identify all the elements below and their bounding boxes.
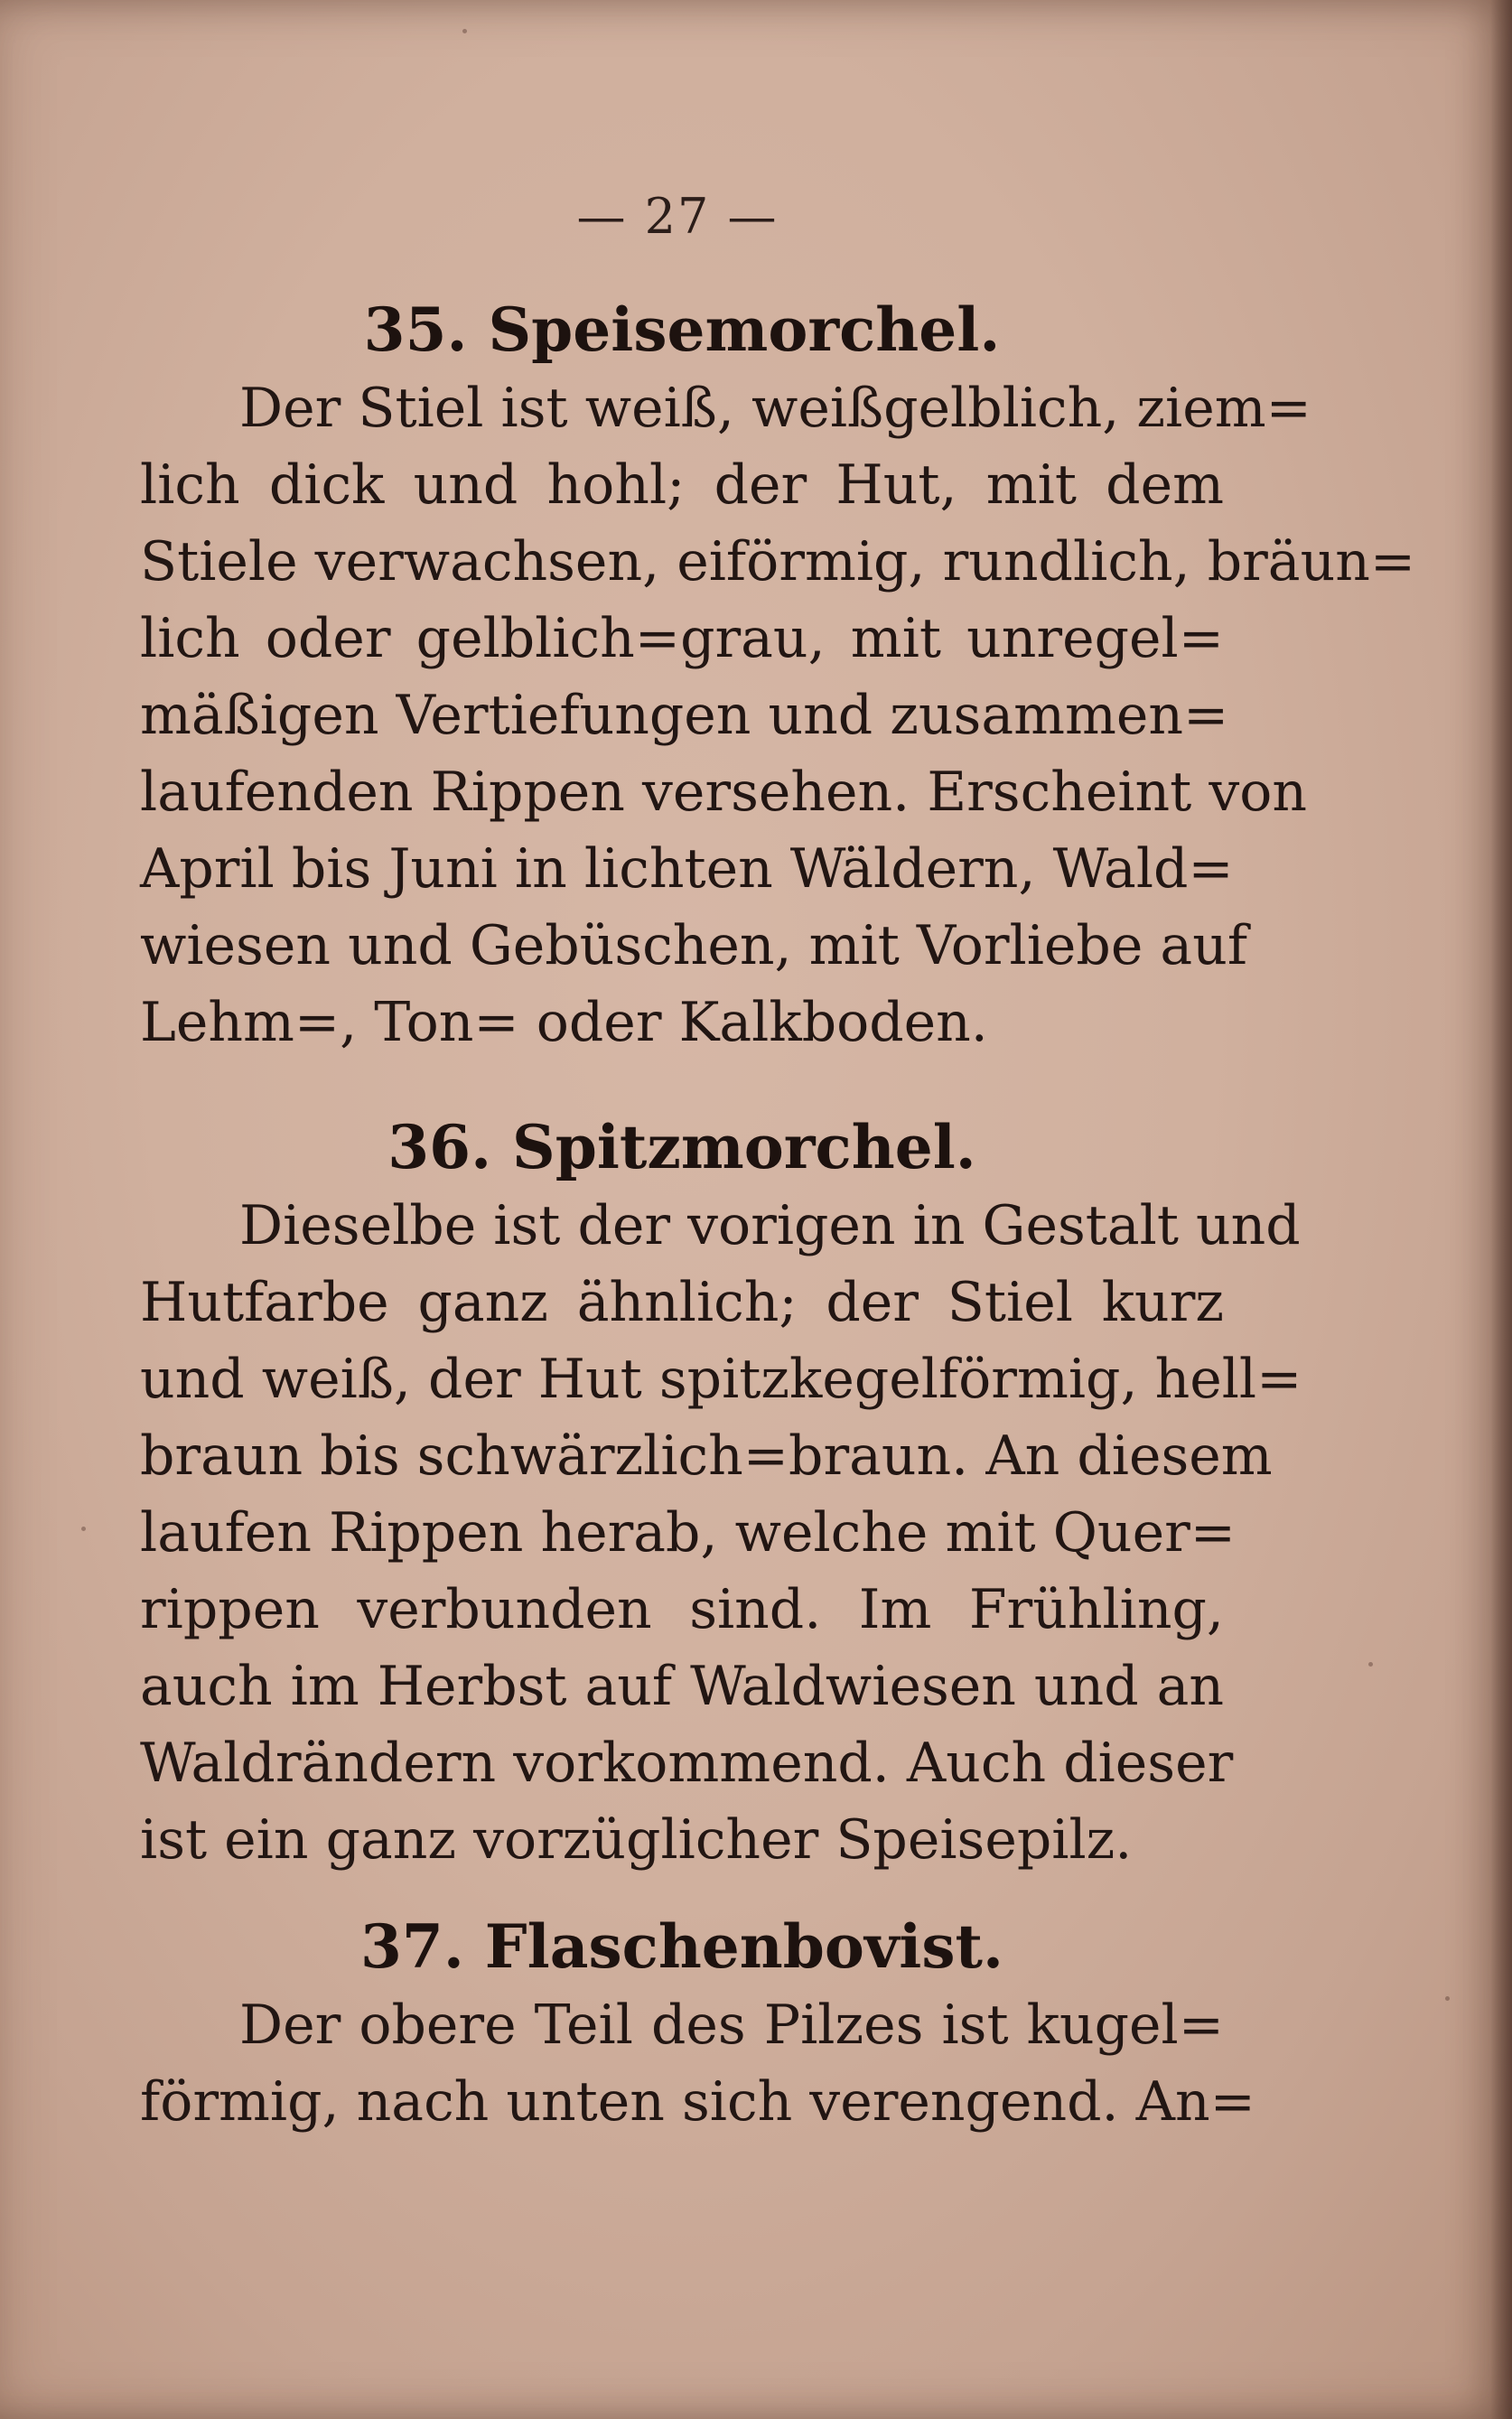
page-edge-shadow [1490,0,1512,2419]
text-line: mäßigen Vertiefungen und zusammen= [140,684,1229,747]
section-flaschenbovist [140,1906,1255,2141]
text-line: ist ein ganz vorzüglicher Speisepilz. [140,1808,1133,1872]
text-line: Stiele verwachsen, eiförmig, rundlich, bräun= [140,530,1416,593]
text-line: auch im Herbst auf Waldwiesen und an [140,1655,1224,1718]
page-number: — 27 — [576,188,779,245]
section-heading: 37. Flaschenbovist. [359,1911,1003,1982]
text-line: Lehm=, Ton= oder Kalkboden. [140,991,988,1054]
text-line: Dieselbe ist der vorigen in Gestalt und [239,1194,1301,1257]
text-line: April bis Juni in lichten Wäldern, Wald= [140,837,1234,901]
text-line: Waldrändern vorkommend. Auch dieser [140,1732,1234,1795]
paper-speck [462,29,467,33]
paper-speck [1368,1662,1373,1667]
section-speisemorchel [140,289,1416,1061]
text-line: Der Stiel ist weiß, weißgelblich, ziem= [239,377,1311,440]
section-heading: 35. Speisemorchel. [363,294,1001,365]
paper-speck [1445,1996,1450,2001]
section-heading: 36. Spitzmorchel. [387,1112,976,1182]
text-line: wiesen und Gebüschen, mit Vorliebe auf [140,914,1248,977]
text-line: laufenden Rippen versehen. Erscheint von [140,761,1308,824]
text-line: lich dick und hohl; der Hut, mit dem [140,453,1224,517]
text-line: lich oder gelblich=grau, mit unregel= [140,607,1224,670]
section-spitzmorchel [140,1107,1302,1879]
text-line: Der obere Teil des Pilzes ist kugel= [239,1994,1224,2057]
text-line: und weiß, der Hut spitzkegelförmig, hell= [140,1348,1302,1411]
paper-speck [81,1527,86,1531]
text-line: laufen Rippen herab, welche mit Quer= [140,1501,1237,1564]
text-line: braun bis schwärzlich=braun. An diesem [140,1424,1273,1488]
text-line: förmig, nach unten sich verengend. An= [140,2070,1255,2134]
text-line: rippen verbunden sind. Im Frühling, [140,1578,1224,1641]
text-line: Hutfarbe ganz ähnlich; der Stiel kurz [140,1271,1224,1334]
